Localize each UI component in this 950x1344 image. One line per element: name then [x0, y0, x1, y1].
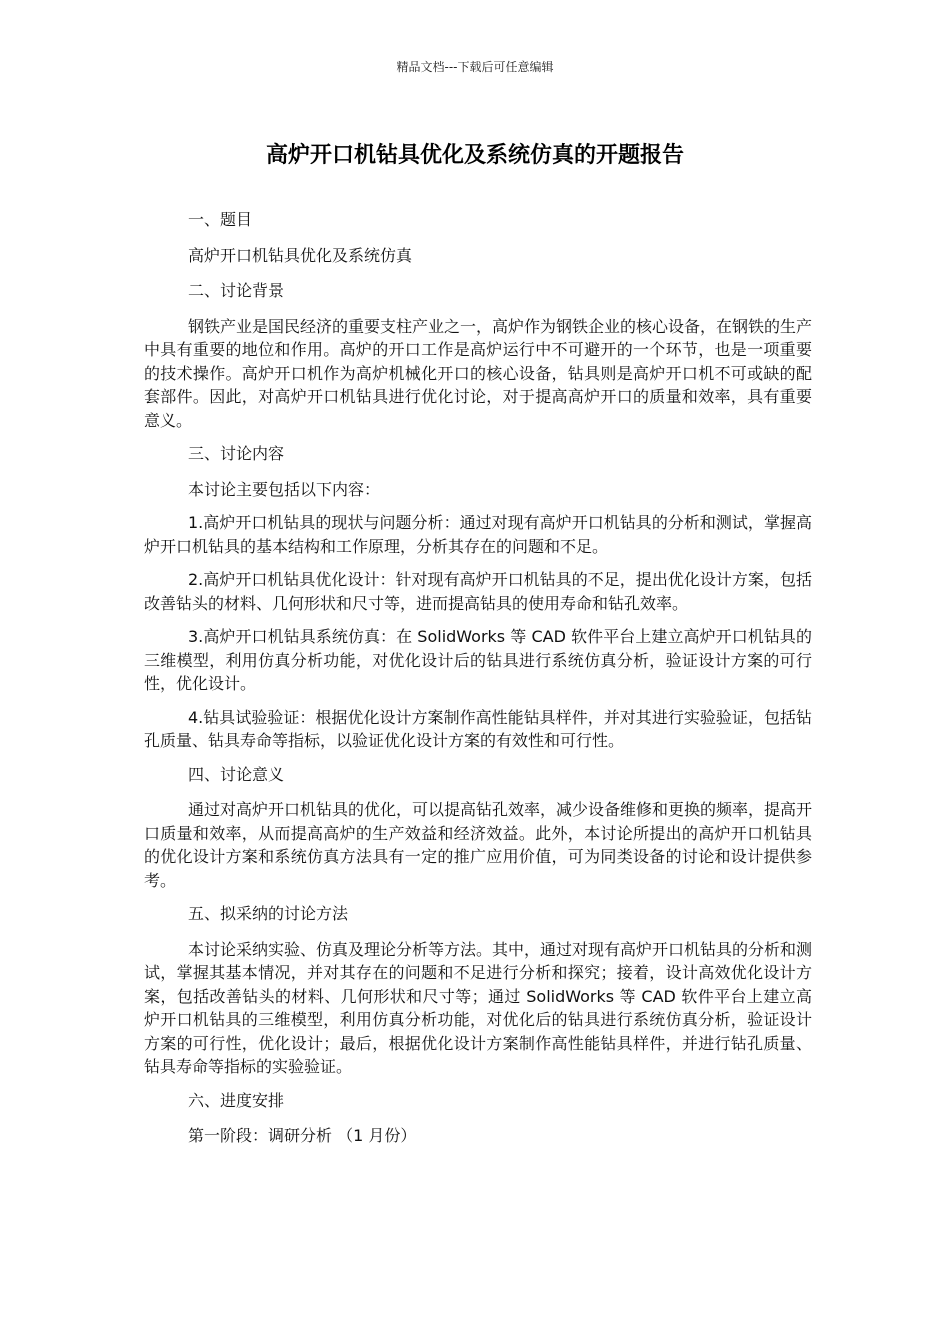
document-title: 高炉开口机钻具优化及系统仿真的开题报告	[265, 143, 684, 168]
section-heading-methods: 五、拟采纳的讨论方法	[188, 904, 349, 923]
content-item-2: 2.高炉开口机钻具优化设计：针对现有高炉开口机钻具的不足，提出优化设计方案，包括改善钻头的材料、几何形状和尺寸等，进而提高钻具的使用寿命和钻孔效率。	[144, 570, 812, 613]
section-heading-content: 三、讨论内容	[188, 444, 285, 463]
topic-text: 高炉开口机钻具优化及系统仿真	[188, 245, 413, 265]
schedule-phase-1: 第一阶段：调研分析 （1 月份）	[188, 1126, 417, 1145]
content-item-3: 3.高炉开口机钻具系统仿真：在 SolidWorks 等 CAD 软件平台上建立高炉开口机钻具的三维模型，利用仿真分析功能，对优化设计后的钻具进行系统仿真分析，验证设计方案的可行性，优化设计。	[144, 627, 812, 693]
section-heading-topic: 一、题目	[188, 210, 253, 229]
section-heading-schedule: 六、进度安排	[188, 1090, 285, 1110]
section-heading-background: 二、讨论背景	[188, 281, 285, 300]
content-item-1: 1.高炉开口机钻具的现状与问题分析：通过对现有高炉开口机钻具的分析和测试，掌握高炉开口机钻具的基本结构和工作原理，分析其存在的问题和不足。	[144, 513, 812, 556]
content-item-4: 4.钻具试验验证：根据优化设计方案制作高性能钻具样件，并对其进行实验验证，包括钻孔质量、钻具寿命等指标，以验证优化设计方案的有效性和可行性。	[144, 707, 812, 750]
methods-paragraph: 本讨论采纳实验、仿真及理论分析等方法。其中，通过对现有高炉开口机钻具的分析和测试，掌握其基本情况，并对其存在的问题和不足进行分析和探究；接着，设计高效优化设计方案，包括改善钻头的材料、几何形状和尺寸等；通过 SolidWorks 等 CAD 软件平台上建立高炉开口机钻具的三维模型，利用仿真分析功能，对优化后的钻具进行系统仿真分析，验证设计方案的可行性，优化设计；最后，根据优化设计方案制作高性能钻具样件，并进行钻孔质量、钻具寿命等指标的实验验证。	[144, 939, 813, 1076]
document-body	[144, 208, 812, 1158]
page-header: 精品文档---下载后可任意编辑	[396, 60, 554, 74]
background-paragraph: 钢铁产业是国民经济的重要支柱产业之一，高炉作为钢铁企业的核心设备，在钢铁的生产中具有重要的地位和作用。高炉的开口工作是高炉运行中不可避开的一个环节，也是一项重要的技术操作。高炉开口机作为高炉机械化开口的核心设备，钻具则是高炉开口机不可或缺的配套部件。因此，对高炉开口机钻具进行优化讨论，对于提高高炉开口的质量和效率，具有重要意义。	[144, 316, 813, 430]
significance-paragraph: 通过对高炉开口机钻具的优化，可以提高钻孔效率，减少设备维修和更换的频率，提高开口质量和效率，从而提高高炉的生产效益和经济效益。此外，本讨论所提出的高炉开口机钻具的优化设计方案和系统仿真方法具有一定的推广应用价值，可为同类设备的讨论和设计提供参考。	[144, 800, 813, 890]
section-heading-significance: 四、讨论意义	[188, 764, 285, 784]
content-intro: 本讨论主要包括以下内容：	[188, 479, 381, 499]
